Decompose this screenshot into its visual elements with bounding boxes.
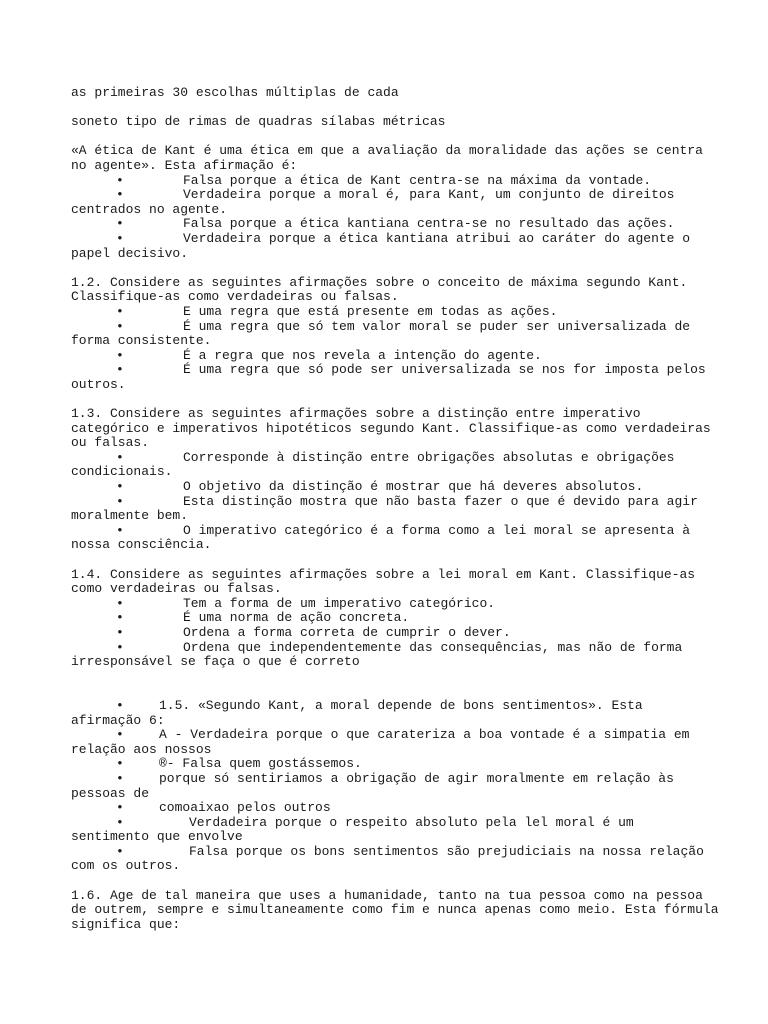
text-line: ou falsas. xyxy=(71,435,150,451)
bullet-icon: • xyxy=(116,318,124,334)
bullet-text: É a regra que nos revela a intenção do agente. xyxy=(183,347,542,363)
text-line: significa que: xyxy=(71,916,181,932)
bullet-icon: • xyxy=(116,727,124,743)
bullet-text: Esta distinção mostra que não basta fazer o que é devido para agir xyxy=(183,493,698,509)
text-line: «A ética de Kant é uma ética em que a avaliação da moralidade das ações se centra xyxy=(71,143,703,159)
paragraph-gap xyxy=(71,553,711,568)
paragraph-gap xyxy=(71,670,711,685)
bullet-icon: • xyxy=(116,449,124,465)
text-line: condicionais. xyxy=(71,464,173,480)
bullet-item xyxy=(71,524,711,539)
bullet-text: Falsa porque a ética kantiana centra-se no resultado das ações. xyxy=(183,216,675,232)
text-line: relação aos nossos xyxy=(71,741,212,757)
text-line: 1.6. Age de tal maneira que uses a humanidade, tanto na tua pessoa como na pessoa xyxy=(71,887,703,903)
bullet-icon: • xyxy=(116,493,124,509)
bullet-item xyxy=(71,772,711,787)
bullet-text: Corresponde à distinção entre obrigações absolutas e obrigações xyxy=(183,449,675,465)
bullet-icon: • xyxy=(116,756,124,772)
bullet-icon: • xyxy=(116,347,124,363)
bullet-icon: • xyxy=(116,216,124,232)
bullet-text: 1.5. «Segundo Kant, a moral depende de bons sentimentos». Esta xyxy=(159,697,643,713)
text-line: pessoas de xyxy=(71,785,150,801)
paragraph-gap xyxy=(71,261,711,276)
paragraph-gap xyxy=(71,392,711,407)
text-line: as primeiras 30 escolhas múltiplas de cada xyxy=(71,85,399,100)
text-line: com os outros. xyxy=(71,858,181,874)
text-line: centrados no agente. xyxy=(71,201,228,217)
bullet-text: É uma regra que só pode ser universalizada se nos for imposta pelos xyxy=(183,362,706,378)
bullet-item xyxy=(71,188,711,203)
bullet-text: porque só sentiriamos a obrigação de agir moralmente em relação às xyxy=(159,770,674,786)
bullet-text: É uma norma de ação concreta. xyxy=(183,610,410,626)
document-page xyxy=(71,85,719,932)
bullet-item xyxy=(71,305,711,320)
text-line: sentimento que envolve xyxy=(71,829,243,845)
paragraph-gap xyxy=(71,130,711,145)
text-line: papel decisivo. xyxy=(71,245,189,261)
bullet-item xyxy=(71,363,711,378)
text-line: Classifique-as como verdadeiras ou falsas. xyxy=(71,289,399,305)
text-line: de outrem, sempre e simultaneamente como fim e nunca apenas como meio. Esta fórmula xyxy=(71,902,719,918)
bullet-item xyxy=(71,641,711,656)
bullet-text: Verdadeira porque a moral é, para Kant, um conjunto de direitos xyxy=(183,187,675,203)
bullet-icon: • xyxy=(116,362,124,378)
bullet-item xyxy=(71,845,711,860)
bullet-text: Verdadeira porque o respeito absoluto pela lel moral é um xyxy=(189,814,634,830)
bullet-text: A - Verdadeira porque o que carateriza a boa vontade é a simpatia em xyxy=(159,727,690,743)
bullet-item xyxy=(71,232,711,247)
text-line: moralmente bem. xyxy=(71,508,189,524)
bullet-icon: • xyxy=(116,522,124,538)
text-line: 1.2. Considere as seguintes afirmações sobre o conceito de máxima segundo Kant. xyxy=(71,274,688,290)
bullet-icon: • xyxy=(116,624,124,640)
bullet-icon: • xyxy=(116,639,124,655)
bullet-icon: • xyxy=(116,172,124,188)
text-line: 1.4. Considere as seguintes afirmações sobre a lei moral em Kant. Classifique-as xyxy=(71,566,696,582)
bullet-text: comoaixao pelos outros xyxy=(159,800,331,816)
bullet-icon: • xyxy=(116,697,124,713)
bullet-icon: • xyxy=(116,479,124,495)
bullet-item xyxy=(71,757,711,772)
bullet-item xyxy=(71,699,711,714)
bullet-icon: • xyxy=(116,843,124,859)
paragraph-gap xyxy=(71,874,711,889)
text-line: irresponsável se faça o que é correto xyxy=(71,654,360,670)
bullet-icon: • xyxy=(116,595,124,611)
bullet-item xyxy=(71,217,711,232)
text-line: categórico e imperativos hipotéticos segundo Kant. Classifique-as como verdadeiras xyxy=(71,420,711,436)
bullet-text: O imperativo categórico é a forma como a lei moral se apresenta à xyxy=(183,522,691,538)
text-line: como verdadeiras ou falsas. xyxy=(71,581,282,597)
bullet-item xyxy=(71,611,711,626)
bullet-icon: • xyxy=(116,800,124,816)
bullet-item xyxy=(71,320,711,335)
bullet-icon: • xyxy=(116,230,124,246)
bullet-text: Falsa porque a ética de Kant centra-se na máxima da vontade. xyxy=(183,172,652,188)
bullet-icon: • xyxy=(116,770,124,786)
text-line: outros. xyxy=(71,376,126,392)
bullet-icon: • xyxy=(116,187,124,203)
text-line: forma consistente. xyxy=(71,333,212,349)
paragraph-gap xyxy=(71,101,711,116)
bullet-text: O objetivo da distinção é mostrar que há deveres absolutos. xyxy=(183,479,644,495)
paragraph-gap xyxy=(71,684,711,699)
text-line: 1.3. Considere as seguintes afirmações sobre a distinção entre imperativo xyxy=(71,406,641,422)
bullet-item xyxy=(71,480,711,495)
bullet-text: Verdadeira porque a ética kantiana atribui ao caráter do agente o xyxy=(183,230,691,246)
bullet-text: Tem a forma de um imperativo categórico. xyxy=(183,595,496,611)
bullet-text: Ordena a forma correta de cumprir o dever. xyxy=(183,624,511,640)
text-line: nossa consciência. xyxy=(71,537,212,553)
bullet-text: É uma regra que só tem valor moral se puder ser universalizada de xyxy=(183,318,691,334)
bullet-text: ®- Falsa quem gostássemos. xyxy=(159,756,362,772)
bullet-icon: • xyxy=(116,303,124,319)
bullet-item xyxy=(71,495,711,510)
bullet-text: E uma regra que está presente em todas as ações. xyxy=(183,303,558,319)
text-line: soneto tipo de rimas de quadras sílabas métricas xyxy=(71,114,446,130)
text-line: afirmação 6: xyxy=(71,712,165,728)
bullet-text: Ordena que independentemente das consequências, mas não de forma xyxy=(183,639,683,655)
bullet-item xyxy=(71,728,711,743)
text-line: no agente». Esta afirmação é: xyxy=(71,157,298,173)
bullet-item xyxy=(71,626,711,641)
bullet-item xyxy=(71,597,711,612)
bullet-item xyxy=(71,816,711,831)
bullet-icon: • xyxy=(116,814,124,830)
bullet-item xyxy=(71,174,711,189)
bullet-item xyxy=(71,349,711,364)
bullet-icon: • xyxy=(116,610,124,626)
bullet-item xyxy=(71,451,711,466)
bullet-text: Falsa porque os bons sentimentos são prejudiciais na nossa relação xyxy=(189,843,704,859)
bullet-item xyxy=(71,801,711,816)
